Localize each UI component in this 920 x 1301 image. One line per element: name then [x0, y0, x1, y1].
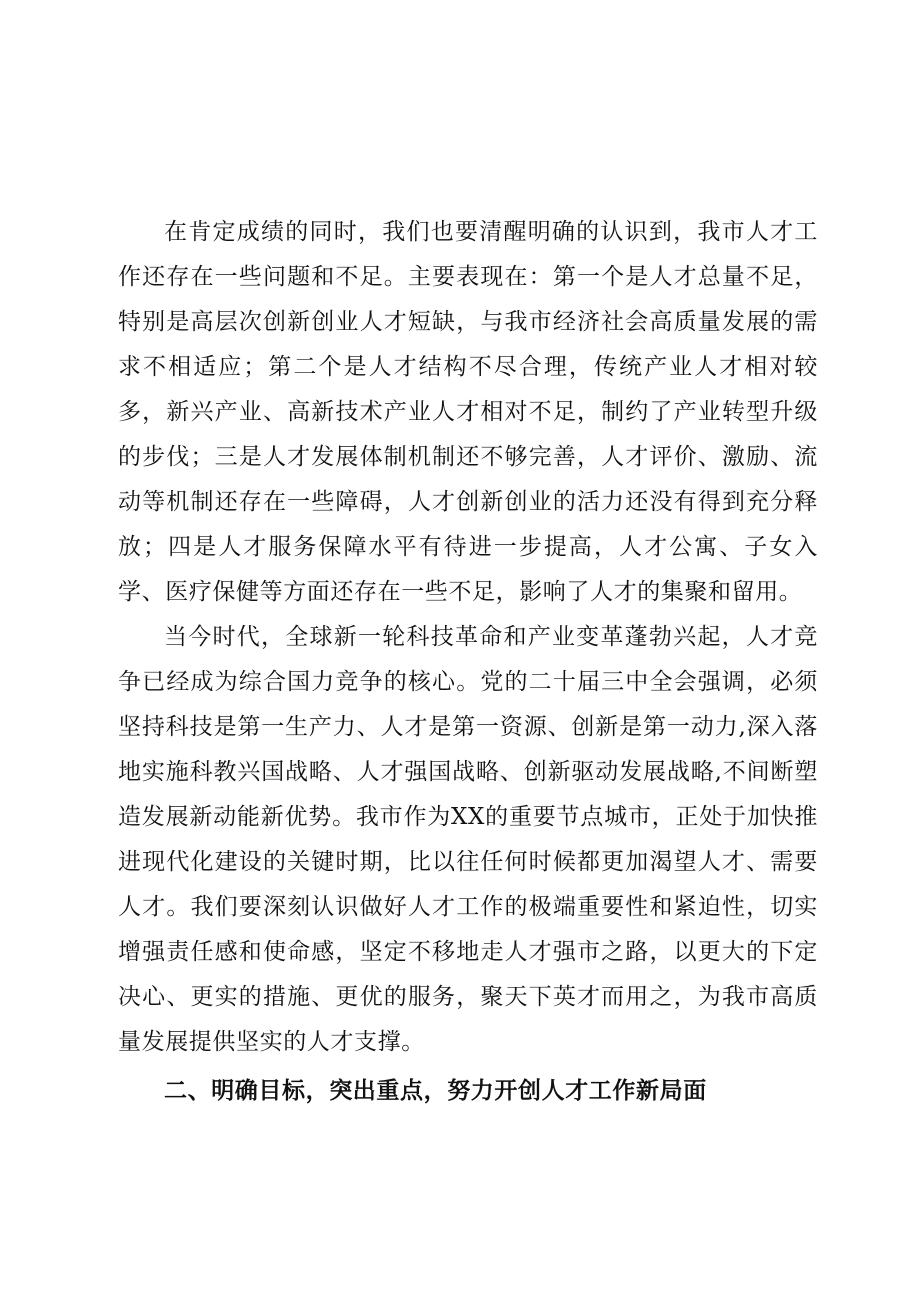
- document-body: [118, 210, 818, 1113]
- paragraph-shortcomings: 在肯定成绩的同时，我们也要清醒明确的认识到，我市人才工作还存在一些问题和不足。主要表现在：第一个是人才总量不足，特别是高层次创新创业人才短缺，与我市经济社会高质量发展的需求不相适应；第二个是人才结构不尽合理，传统产业人才相对较多，新兴产业、高新技术产业人才相对不足，制约了产业转型升级的步伐；三是人才发展体制机制还不够完善，人才评价、激励、流动等机制还存在一些障碍，人才创新创业的活力还没有得到充分释放；四是人才服务保障水平有待进一步提高，人才公寓、子女入学、医疗保健等方面还存在一些不足，影响了人才的集聚和留用。: [118, 219, 818, 605]
- paragraph-era-context: 当今时代，全球新一轮科技革命和产业变革蓬勃兴起，人才竞争已经成为综合国力竞争的核心。党的二十届三中全会强调，必须坚持科技是第一生产力、人才是第一资源、创新是第一动力,深入落地实施科教兴国战略、人才强国战略、创新驱动发展战略,不间断塑造发展新动能新优势。我市作为XX的重要节点城市，正处于加快推进现代化建设的关键时期，比以往任何时候都更加渴望人才、需要人才。我们要深刻认识做好人才工作的极端重要性和紧迫性，切实增强责任感和使命感，坚定不移地走人才强市之路，以更大的下定决心、更实的措施、更优的服务，聚天下英才而用之，为我市高质量发展提供坚实的人才支撑。: [118, 624, 818, 1055]
- section-heading: 二、明确目标，突出重点，努力开创人才工作新局面: [164, 1077, 707, 1104]
